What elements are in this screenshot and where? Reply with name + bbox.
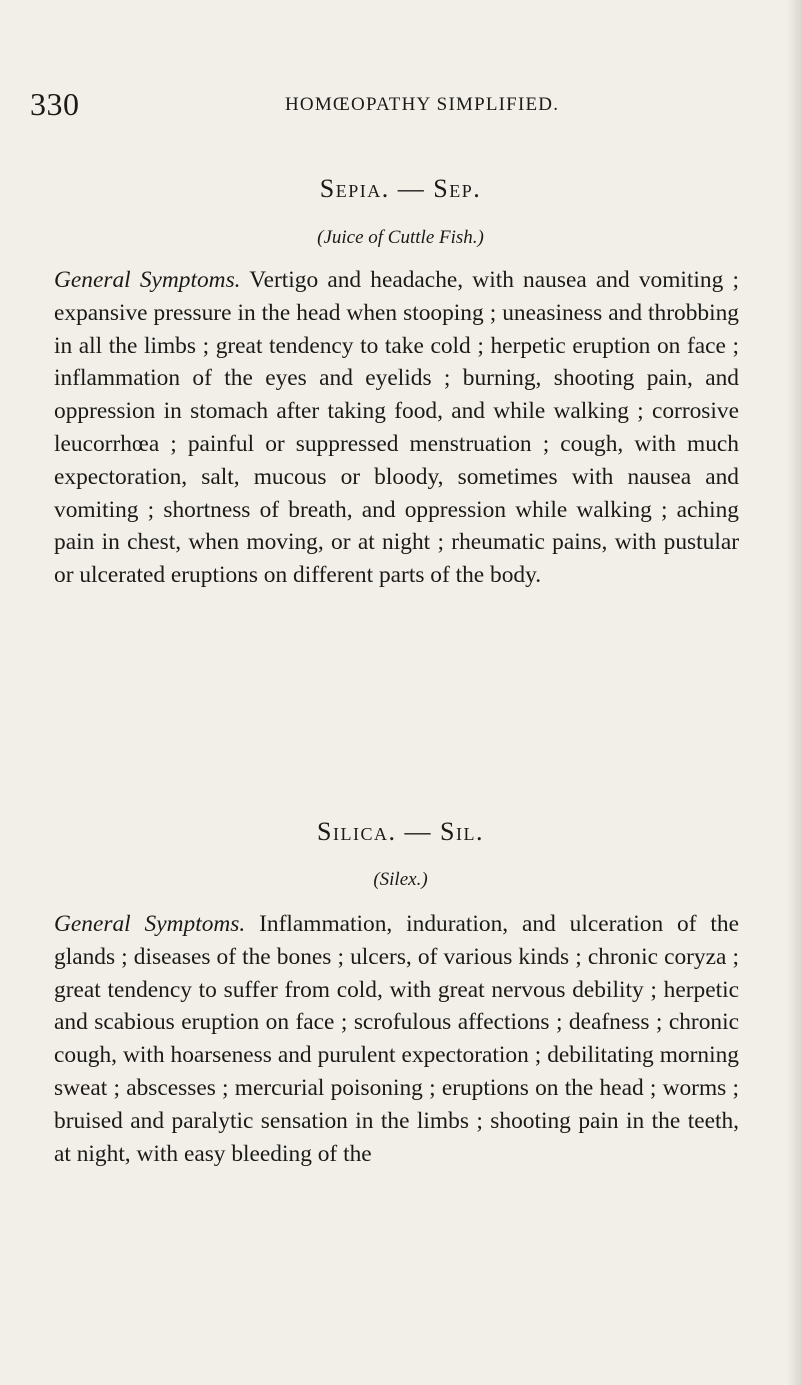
paragraph-label: General Symptoms. (54, 911, 246, 937)
page-number: 330 (30, 86, 80, 122)
section-paragraph-sepia (54, 264, 739, 592)
section-subheading-silica: (Silex.) (373, 869, 428, 890)
section-heading-sepia: Sepia. — Sep. (319, 174, 482, 203)
running-title: HOMŒOPATHY SIMPLIFIED. (285, 94, 560, 115)
paragraph-label: General Symptoms. (54, 267, 241, 293)
section-heading-silica: Silica. — Sil. (317, 817, 484, 846)
paragraph-text: Vertigo and headache, with nausea and vomiting ; expansive pressure in the head when stooping ; uneasiness and throbbing in all the limbs ; great tendency to take cold ; herpetic eruption on face ; inflammation of the eyes and eyelids ; burning, shooting pain, and oppression in stomach after taking food, and while walking ; corrosive leucorrhœa ; painful or suppressed menstruation ; cough, with much expectoration, salt, mucous or bloody, sometimes with nausea and vomiting ; shortness of breath, and oppression while walking ; aching pain in chest, when moving, or at night ; rheumatic pains, with pustular or ulcerated eruptions on different parts of the body. (54, 267, 739, 589)
section-paragraph-silica (54, 908, 739, 1170)
section-subheading-sepia: (Juice of Cuttle Fish.) (317, 227, 484, 248)
paragraph-text: Inflammation, induration, and ulceration of the glands ; diseases of the bones ; ulcers, of various kinds ; chronic coryza ; great tendency to suffer from cold, with great nervous debility ; herpetic and scabious eruption on face ; scrofulous affections ; deafness ; chronic cough, with hoarseness and purulent expectoration ; debilitating morning sweat ; abscesses ; mercurial poisoning ; eruptions on the head ; worms ; bruised and paralytic sensation in the limbs ; shooting pain in the teeth, at night, with easy bleeding of the (54, 911, 739, 1167)
running-head (30, 86, 750, 126)
page-edge-shadow (787, 0, 801, 1385)
